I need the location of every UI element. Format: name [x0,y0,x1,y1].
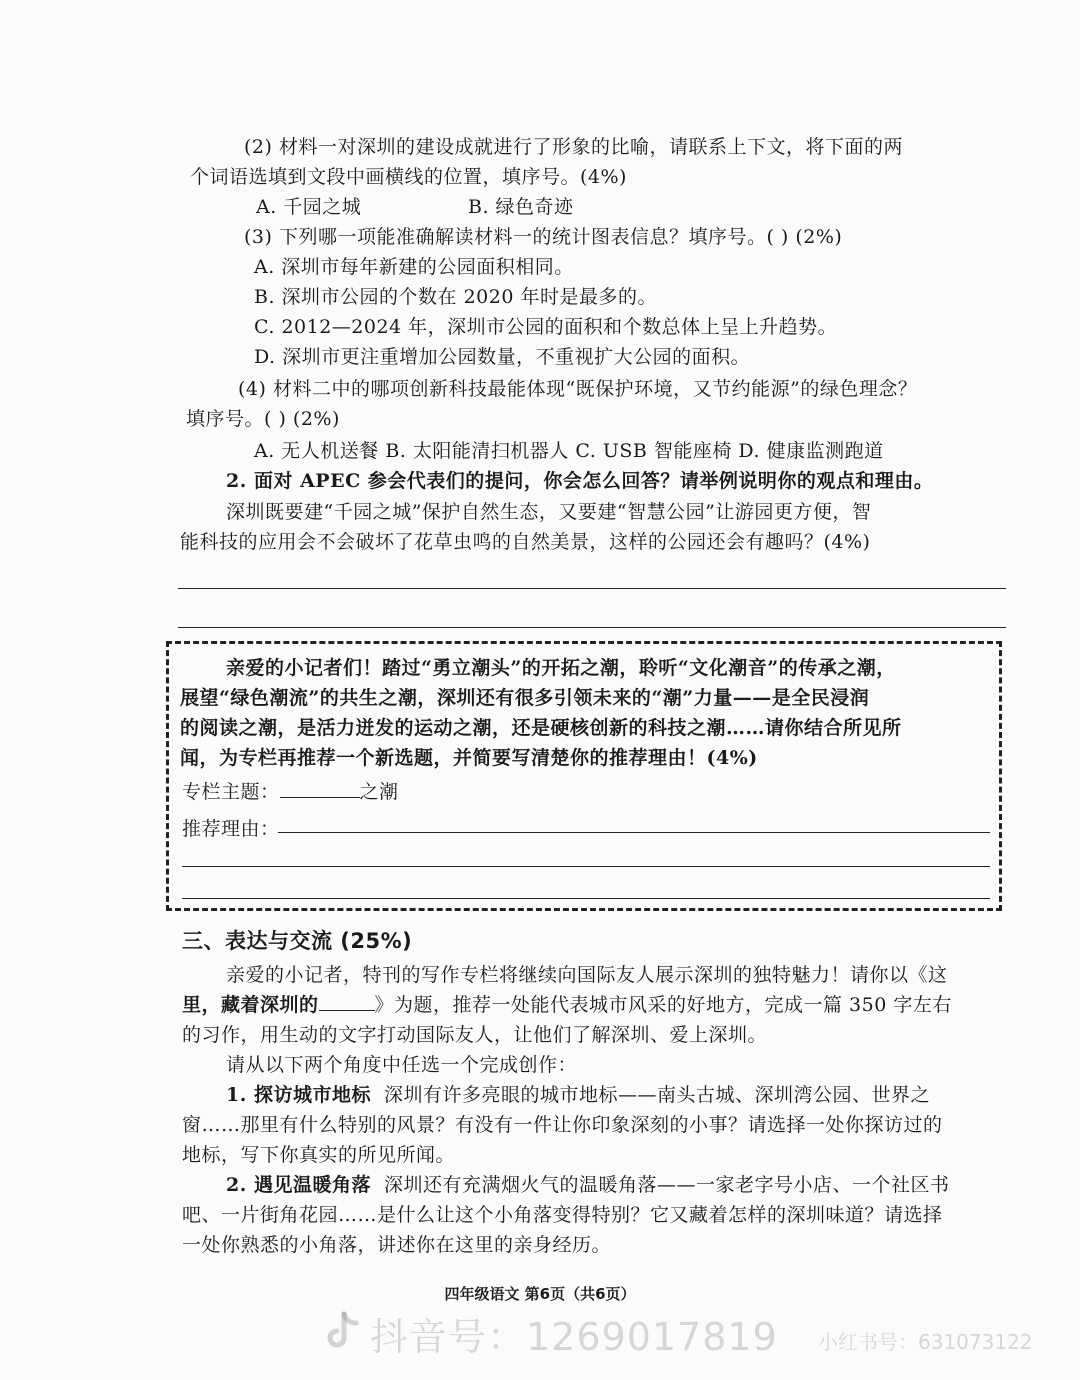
s3-p1-line1: 亲爱的小记者，特刊的写作专栏将继续向国际友人展示深圳的独特魅力！请你以《这 [226,964,948,986]
douyin-watermark-text: 抖音号：1269017819 [370,1315,778,1359]
q3-stem: (3) 下列哪一项能准确解读材料一的统计图表信息？填序号。( ) (2%) [244,226,843,248]
task2-title: 2. 面对 APEC 参会代表们的提问，你会怎么回答？请举例说明你的观点和理由。 [226,470,934,492]
s3-angle2-line2: 吧、一片街角花园……是什么让这个小角落变得特别？它又藏着怎样的深圳味道？请选择 [182,1204,943,1226]
s3-p1-line2-rest: 》为题，推荐一处能代表城市风采的好地方，完成一篇 350 字左右 [374,994,952,1016]
angle1-title: 1. 探访城市地标 [226,1084,371,1106]
title-blank[interactable] [319,992,375,1011]
topic-blank[interactable] [280,779,360,798]
q4-options: A. 无人机送餐 B. 太阳能清扫机器人 C. USB 智能座椅 D. 健康监测跑道 [254,440,884,462]
angle2-text: 深圳还有充满烟火气的温暖角落——一家老字号小店、一个社区书 [384,1174,950,1196]
task2-line1: 深圳既要建“千园之城”保护自然生态，又要建“智慧公园”让游园更方便，智 [226,501,872,523]
answer-line-2[interactable] [178,627,1006,628]
s3-p1-line2-start: 里，藏着深圳的 [182,994,319,1016]
q4-stem-line1: (4) 材料二中的哪项创新科技最能体现“既保护环境，又节约能源”的绿色理念？ [238,378,918,400]
topic-label: 专栏主题： [182,781,280,803]
topic-row [182,778,399,806]
s3-angle2-line3: 一处你熟悉的小角落，讲述你在这里的亲身经历。 [182,1234,612,1256]
s3-p1-line2 [182,991,952,1019]
s3-angle1-line3: 地标，写下你真实的所见所闻。 [182,1144,456,1166]
answer-line-1[interactable] [178,588,1006,589]
q2-option-b: B. 绿色奇迹 [468,196,574,218]
reason-line-2[interactable] [182,866,990,867]
angle2-title: 2. 遇见温暖角落 [226,1174,371,1196]
q3-option-c: C. 2012—2024 年，深圳市公园的面积和个数总体上呈上升趋势。 [254,316,838,338]
box-line2: 展望“绿色潮流”的共生之潮，深圳还有很多引领未来的“潮”力量——是全民浸润 [180,687,870,709]
q4-stem-line2: 填序号。( ) (2%) [186,408,340,430]
q3-option-b: B. 深圳市公园的个数在 2020 年时是最多的。 [254,286,657,308]
q2-stem-line2: 个词语选填到文段中画横线的位置，填序号。(4%) [190,166,627,188]
s3-p1-line3: 的习作，用生动的文字打动国际友人，让他们了解深圳、爱上深圳。 [182,1024,768,1046]
s3-angle1-line2: 窗……那里有什么特别的风景？有没有一件让你印象深刻的小事？请选择一处你探访过的 [182,1114,943,1136]
s3-angle1-line1 [226,1081,930,1109]
box-line4: 闻，为专栏再推荐一个新选题，并简要写清楚你的推荐理由！(4%) [180,747,758,769]
q2-option-a: A. 千园之城 [256,196,362,218]
topic-suffix: 之潮 [359,781,399,803]
task2-line2: 能科技的应用会不会破坏了花草虫鸣的自然美景，这样的公园还会有趣吗？(4%) [180,531,871,553]
angle1-text: 深圳有许多亮眼的城市地标——南头古城、深圳湾公园、世界之 [384,1084,931,1106]
page-footer: 四年级语文 第6页（共6页） [444,1285,636,1303]
reason-label: 推荐理由： [182,818,280,840]
box-line3: 的阅读之潮，是活力迸发的运动之潮，还是硬核创新的科技之潮……请你结合所见所 [180,717,902,739]
q3-option-d: D. 深圳市更注重增加公园数量，不重视扩大公园的面积。 [254,346,751,368]
box-line1: 亲爱的小记者们！踏过“勇立潮头”的开拓之潮，聆听“文化潮音”的传承之潮， [226,657,896,679]
s3-angle2-line1 [226,1171,950,1199]
reason-line-1[interactable] [278,832,990,833]
section3-title: 三、表达与交流 (25%) [182,929,413,953]
s3-p2: 请从以下两个角度中任选一个完成创作： [226,1054,578,1076]
reason-line-3[interactable] [182,898,990,899]
q3-option-a: A. 深圳市每年新建的公园面积相同。 [254,256,574,278]
q2-stem-line1: (2) 材料一对深圳的建设成就进行了形象的比喻，请联系上下文，将下面的两 [244,136,903,158]
xhs-watermark: 小红书号：631073122 [818,1330,1033,1354]
douyin-watermark [318,1306,778,1361]
